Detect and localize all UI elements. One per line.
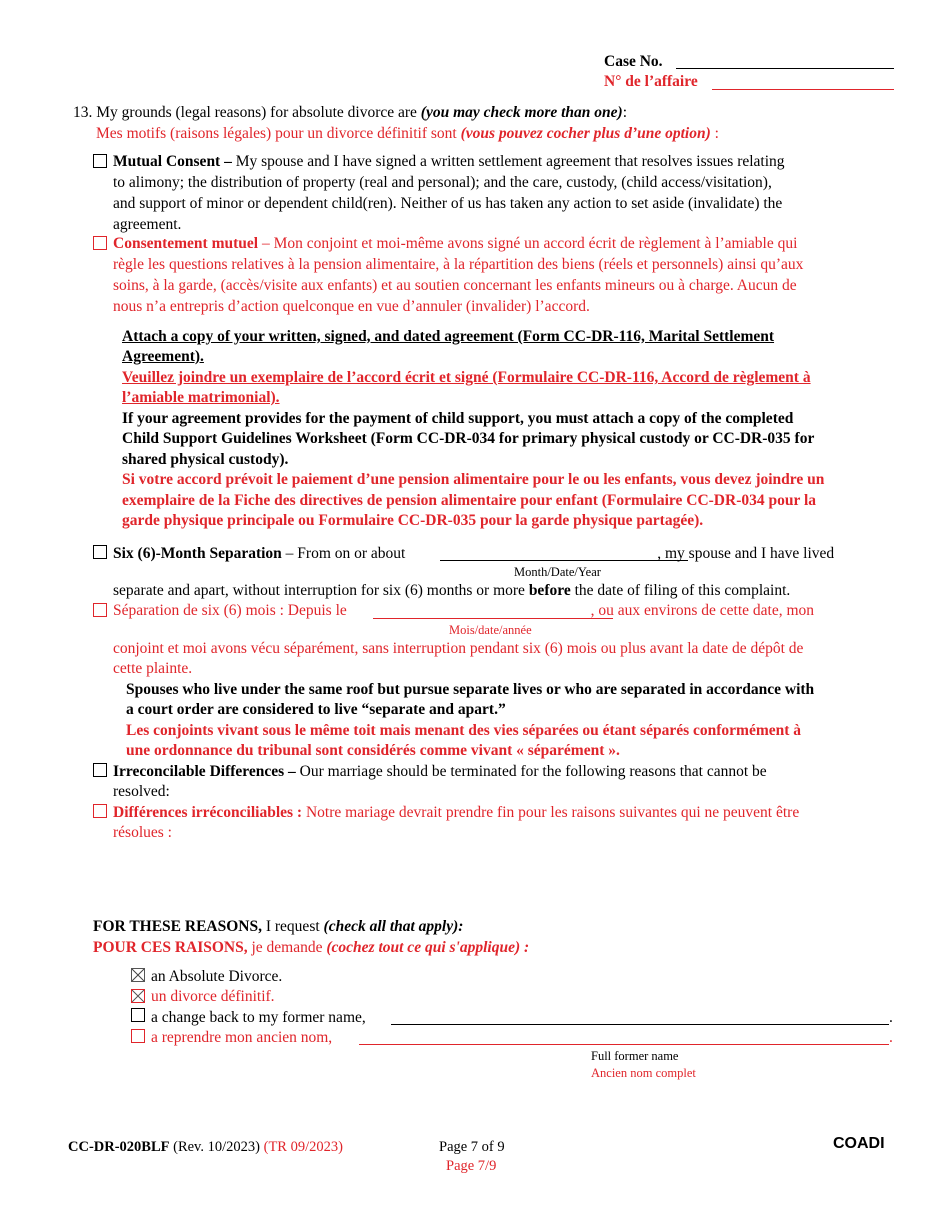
mutual-consent-title: Mutual Consent – (113, 153, 232, 170)
case-no-label: Case No. (604, 53, 663, 70)
attach-agreement-line-2: Agreement). (122, 348, 204, 365)
request-heading-fr-text: je demande (247, 939, 327, 956)
mutual-consent-text-1: My spouse and I have signed a written settlement agreement that resolves issues relating (231, 153, 785, 170)
request-heading-fr-bold: POUR CES RAISONS, (93, 939, 248, 956)
mutual-consent-checkbox[interactable] (93, 154, 107, 168)
separation-text-1a: – From on or about (281, 545, 410, 562)
attach-agreement-fr-line-2: l’amiable matrimonial). (122, 389, 280, 406)
mutual-consent-line-3: and support of minor or dependent child(ren). Neither of us has taken any action to set aside (invalidate) the (113, 195, 783, 212)
form-id-code: CC-DR-020BLF (68, 1139, 170, 1155)
item-13-intro-fr-emphasis: (vous pouvez cocher plus d’une option) (460, 125, 711, 142)
absolute-divorce-checkbox-fr[interactable] (131, 989, 145, 1003)
absolute-divorce-label-fr: un divorce définitif. (151, 988, 275, 1005)
mutual-consent-title-fr: Consentement mutuel (113, 235, 259, 252)
mutual-consent-fr-line-3: soins, à la garde, (accès/visite aux enfants) et au soutien concernant les enfants mineurs ou à charge. Aucun de (113, 277, 797, 294)
case-no-field[interactable] (676, 68, 894, 69)
name-change-checkbox[interactable] (131, 1008, 145, 1022)
separation-fr-line-3: cette plainte. (113, 660, 193, 677)
item-13-intro-end: : (622, 104, 628, 121)
item-13-intro (73, 103, 627, 123)
irreconcilable-checkbox[interactable] (93, 763, 107, 777)
request-heading-emphasis: (check all that apply): (323, 918, 464, 935)
request-heading-bold: FOR THESE REASONS, (93, 918, 262, 935)
attach-agreement-line-1: Attach a copy of your written, signed, and dated agreement (Form CC-DR-116, Marital Settlement (122, 328, 775, 345)
separation-fr-text-1a: Séparation de six (6) mois : Depuis le (113, 602, 351, 619)
item-13-intro-fr-text: Mes motifs (raisons légales) pour un divorce définitif sont (96, 125, 461, 142)
irreconcilable-title: Irreconcilable Differences – (113, 763, 296, 780)
coadi-mark: COADI (833, 1135, 885, 1152)
page-number: Page 7 of 9 (439, 1139, 505, 1155)
item-number: 13. (73, 104, 93, 121)
separation-fr-line-2: conjoint et moi avons vécu séparément, sans interruption pendant six (6) mois ou plus avant la date de dépôt de (113, 640, 804, 657)
checkbox-x-icon-fr (132, 990, 144, 1002)
page-number-fr: Page 7/9 (446, 1158, 497, 1174)
irreconcilable-line-2: resolved: (113, 783, 170, 800)
name-change-period-fr: . (889, 1029, 893, 1046)
separation-note-fr-line-1: Les conjoints vivant sous le même toit mais menant des vies séparées ou étant séparés conformément à (126, 722, 802, 739)
separation-date-field-fr[interactable] (373, 618, 613, 619)
absolute-divorce-label: an Absolute Divorce. (151, 968, 283, 985)
irreconcilable-title-fr: Différences irréconciliables : (113, 804, 303, 821)
former-name-caption: Full former name (591, 1049, 679, 1063)
separation-line-2 (113, 581, 790, 601)
attach-agreement-fr-line-1: Veuillez joindre un exemplaire de l’accord écrit et signé (Formulaire CC-DR-116, Accord de règlement à (122, 369, 811, 386)
mutual-consent-fr-line-2: règle les questions relatives à la pension alimentaire, à la répartition des biens (réels et personnels) ainsi qu’aux (113, 256, 804, 273)
mutual-consent-fr-line-1 (113, 234, 797, 254)
irreconcilable-checkbox-fr[interactable] (93, 804, 107, 818)
mutual-consent-line-4: agreement. (113, 216, 182, 233)
separation-checkbox-fr[interactable] (93, 603, 107, 617)
item-13-intro-text: My grounds (legal reasons) for absolute divorce are (96, 104, 421, 121)
separation-date-field[interactable] (440, 560, 688, 561)
irreconcilable-text-1: Our marriage should be terminated for the following reasons that cannot be (295, 763, 767, 780)
name-change-checkbox-fr[interactable] (131, 1029, 145, 1043)
case-no-field-fr[interactable] (712, 89, 894, 90)
irreconcilable-fr-line-2: résolues : (113, 824, 172, 841)
name-change-period: . (889, 1009, 893, 1026)
mutual-consent-checkbox-fr[interactable] (93, 236, 107, 250)
form-revision: (Rev. 10/2023) (169, 1139, 264, 1155)
separation-before: before (528, 582, 571, 599)
request-heading-text: I request (261, 918, 324, 935)
separation-checkbox[interactable] (93, 545, 107, 559)
irreconcilable-fr-line-1 (113, 803, 799, 823)
item-13-intro-emphasis: (you may check more than one) (420, 104, 623, 121)
name-change-label: a change back to my former name, (151, 1009, 366, 1026)
irreconcilable-line-1 (113, 762, 767, 782)
request-heading (93, 917, 463, 937)
item-13-intro-fr-end: : (710, 125, 719, 142)
child-support-note-fr-line-2: exemplaire de la Fiche des directives de pension alimentaire pour enfant (Formulaire CC-DR-034 pour la (122, 492, 817, 509)
irreconcilable-fr-text-1: Notre mariage devrait prendre fin pour les raisons suivantes qui ne peuvent être (302, 804, 800, 821)
child-support-note-fr-line-3: garde physique principale ou Formulaire CC-DR-035 pour la garde physique partagée). (122, 512, 704, 529)
separation-note-fr-line-2: une ordonnance du tribunal sont considérés comme vivant « séparément ». (126, 742, 620, 759)
mutual-consent-fr-line-4: nous n’a entrepris d’action quelconque en vue d’annuler (invalider) l’accord. (113, 298, 590, 315)
former-name-field-fr[interactable] (359, 1044, 889, 1045)
separation-date-caption-fr: Mois/date/année (449, 623, 532, 637)
mutual-consent-line-1 (113, 152, 785, 172)
child-support-note-line-3: shared physical custody). (122, 451, 289, 468)
item-13-intro-fr (96, 124, 719, 144)
separation-note-line-1: Spouses who live under the same roof but pursue separate lives or who are separated in accordance with (126, 681, 815, 698)
separation-line-1 (113, 544, 834, 564)
mutual-consent-fr-text-1: – Mon conjoint et moi-même avons signé un accord écrit de règlement à l’amiable qui (258, 235, 798, 252)
separation-text-2c: the date of filing of this complaint. (570, 582, 791, 599)
mutual-consent-line-2: to alimony; the distribution of property (real and personal); and the care, custody, (child access/visitation), (113, 174, 772, 191)
separation-text-2a: separate and apart, without interruption for six (6) months or more (113, 582, 529, 599)
checkbox-x-icon (132, 969, 144, 981)
request-heading-fr (93, 938, 529, 958)
former-name-field[interactable] (391, 1024, 889, 1025)
form-id (68, 1137, 343, 1157)
form-translation-revision: (TR 09/2023) (263, 1139, 343, 1155)
child-support-note-line-1: If your agreement provides for the payment of child support, you must attach a copy of the completed (122, 410, 794, 427)
separation-fr-text-1b: , ou aux environs de cette date, mon (590, 602, 815, 619)
request-heading-fr-emphasis: (cochez tout ce qui s'applique) : (326, 939, 530, 956)
name-change-label-fr: a reprendre mon ancien nom, (151, 1029, 333, 1046)
separation-text-1b: , my spouse and I have lived (657, 545, 835, 562)
separation-note-line-2: a court order are considered to live “separate and apart.” (126, 701, 506, 718)
case-no-label-fr: N° de l’affaire (604, 73, 698, 90)
absolute-divorce-checkbox[interactable] (131, 968, 145, 982)
separation-title: Six (6)-Month Separation (113, 545, 282, 562)
separation-date-caption: Month/Date/Year (514, 565, 601, 579)
child-support-note-fr-line-1: Si votre accord prévoit le paiement d’une pension alimentaire pour le ou les enfants, vous devez joindre un (122, 471, 825, 488)
child-support-note-line-2: Child Support Guidelines Worksheet (Form CC-DR-034 for primary physical custody or CC-DR-035 for (122, 430, 815, 447)
former-name-caption-fr: Ancien nom complet (591, 1066, 696, 1080)
